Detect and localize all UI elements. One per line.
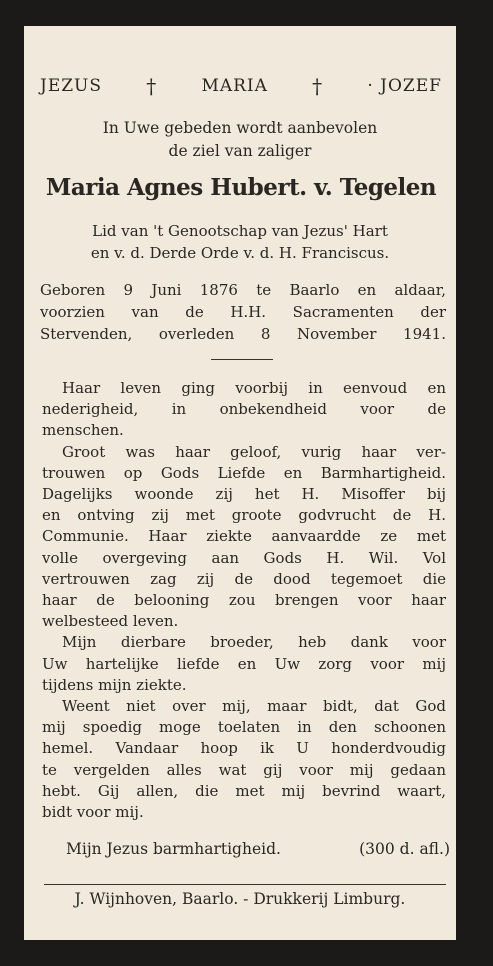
body-line: tijdens mijn ziekte. (42, 675, 187, 694)
body-line: menschen. (42, 421, 124, 440)
born-line: Geboren 9 Juni 1876 te Baarlo en aldaar, (40, 281, 446, 299)
body-line: Dagelijks woonde zij het H. Misoffer bij (42, 485, 446, 504)
divider (211, 359, 273, 361)
membership-line: en v. d. Derde Orde v. d. H. Franciscus. (90, 244, 390, 262)
body-line: Weent niet over mij, maar bidt, dat God (62, 697, 446, 716)
header-jezus: JEZUS (40, 76, 103, 96)
body-line: Groot was haar geloof, vurig haar ver- (62, 442, 446, 461)
indulgence-note: (300 d. afl.) (359, 840, 450, 858)
body-line: te vergelden alles wat gij voor mij gedaan (42, 760, 446, 779)
header-maria: MARIA (201, 76, 268, 96)
closing-line (66, 840, 450, 858)
printer-credit: J. Wijnhoven, Baarlo. - Drukkerij Limburg. (74, 890, 406, 908)
intro-line: de ziel van zaliger (168, 142, 312, 160)
memorial-card (24, 26, 456, 940)
closing-prayer: Mijn Jezus barmhartigheid. (66, 840, 281, 858)
body-line: haar de belooning zou brengen voor haar (42, 591, 446, 610)
birth-death-text (40, 279, 446, 345)
cross-icon: † (146, 74, 158, 98)
body-line: nederigheid, in onbekendheid voor de (42, 400, 446, 419)
header-line (24, 74, 456, 98)
body-line: welbesteed leven. (42, 612, 179, 631)
born-line: Stervenden, overleden 8 November 1941. (40, 325, 446, 343)
body-line: mij spoedig moge toelaten in den schoonen (42, 718, 446, 737)
intro-text (24, 117, 456, 163)
body-line: volle overgeving aan Gods H. Wil. Vol (42, 548, 446, 567)
body-text (42, 378, 446, 823)
body-line: bidt voor mij. (42, 803, 144, 822)
body-line: trouwen op Gods Liefde en Barmhartigheid. (42, 463, 446, 482)
body-line: Uw hartelijke liefde en Uw zorg voor mij (42, 654, 446, 673)
footer-rule (44, 884, 446, 885)
body-line: hemel. Vandaar hoop ik U honderdvoudig (42, 739, 446, 758)
body-line: hebt. Gij allen, die met mij bevrind waart, (42, 781, 446, 800)
membership-line: Lid van 't Genootschap van Jezus' Hart (92, 222, 388, 240)
body-line: Communie. Haar ziekte aanvaardde ze met (42, 527, 446, 546)
cross-icon: † (312, 74, 324, 98)
deceased-name: Maria Agnes Hubert. v. Tegelen (45, 174, 437, 201)
body-line: Mijn dierbare broeder, heb dank voor (62, 633, 446, 652)
membership-text (24, 220, 456, 264)
intro-line: In Uwe gebeden wordt aanbevolen (102, 119, 378, 137)
body-line: vertrouwen zag zij de dood tegemoet die (42, 569, 446, 588)
header-jozef: · JOZEF (367, 76, 442, 96)
body-line: Haar leven ging voorbij in eenvoud en (62, 379, 446, 397)
body-line: en ontving zij met groote godvrucht de H. (42, 506, 446, 525)
born-line: voorzien van de H.H. Sacramenten der (40, 303, 446, 321)
